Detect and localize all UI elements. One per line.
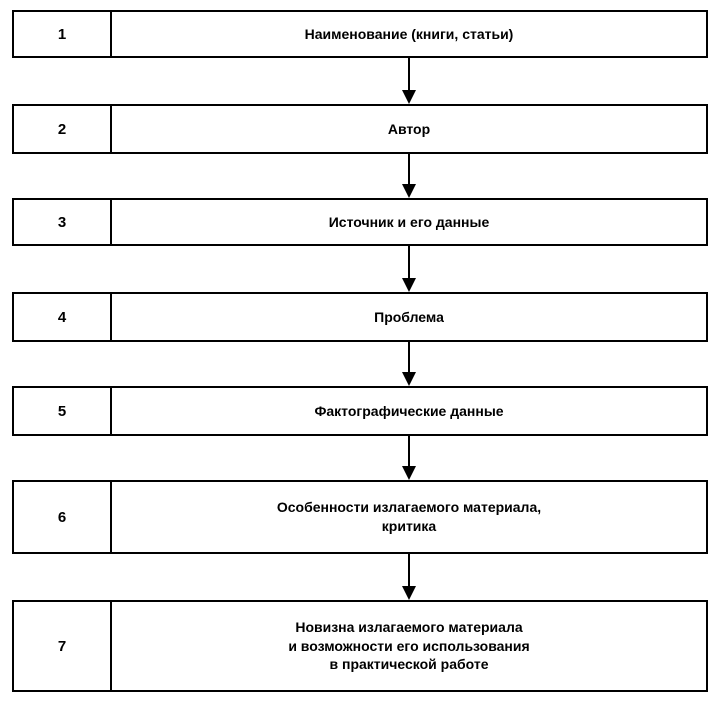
step-label: Фактографические данные xyxy=(314,402,504,419)
step-label: Автор xyxy=(387,120,431,137)
arrow-down-icon xyxy=(402,246,416,292)
step-6-box xyxy=(12,480,708,554)
step-label: Проблема xyxy=(374,308,444,325)
step-number: 4 xyxy=(14,294,112,340)
arrow-down-icon xyxy=(402,58,416,104)
step-label: Новизна излагаемого материала и возможности его использования в практической работе xyxy=(288,618,530,673)
step-number: 2 xyxy=(14,106,112,152)
step-3-box xyxy=(12,198,708,246)
arrow-down-icon xyxy=(402,554,416,600)
step-number: 5 xyxy=(14,388,112,434)
step-1-box xyxy=(12,10,708,58)
step-2-box xyxy=(12,104,708,154)
step-5-box xyxy=(12,386,708,436)
step-4-box xyxy=(12,292,708,342)
step-label: Особенности излагаемого материала, критика xyxy=(276,499,542,534)
arrow-down-icon xyxy=(402,436,416,480)
step-number: 6 xyxy=(14,482,112,552)
arrow-down-icon xyxy=(402,154,416,198)
step-label: Источник и его данные xyxy=(328,213,490,230)
step-7-box xyxy=(12,600,708,692)
step-label: Наименование (книги, статьи) xyxy=(304,25,514,42)
step-number: 1 xyxy=(14,12,112,56)
step-number: 7 xyxy=(14,602,112,690)
step-number: 3 xyxy=(14,200,112,244)
arrow-down-icon xyxy=(402,342,416,386)
